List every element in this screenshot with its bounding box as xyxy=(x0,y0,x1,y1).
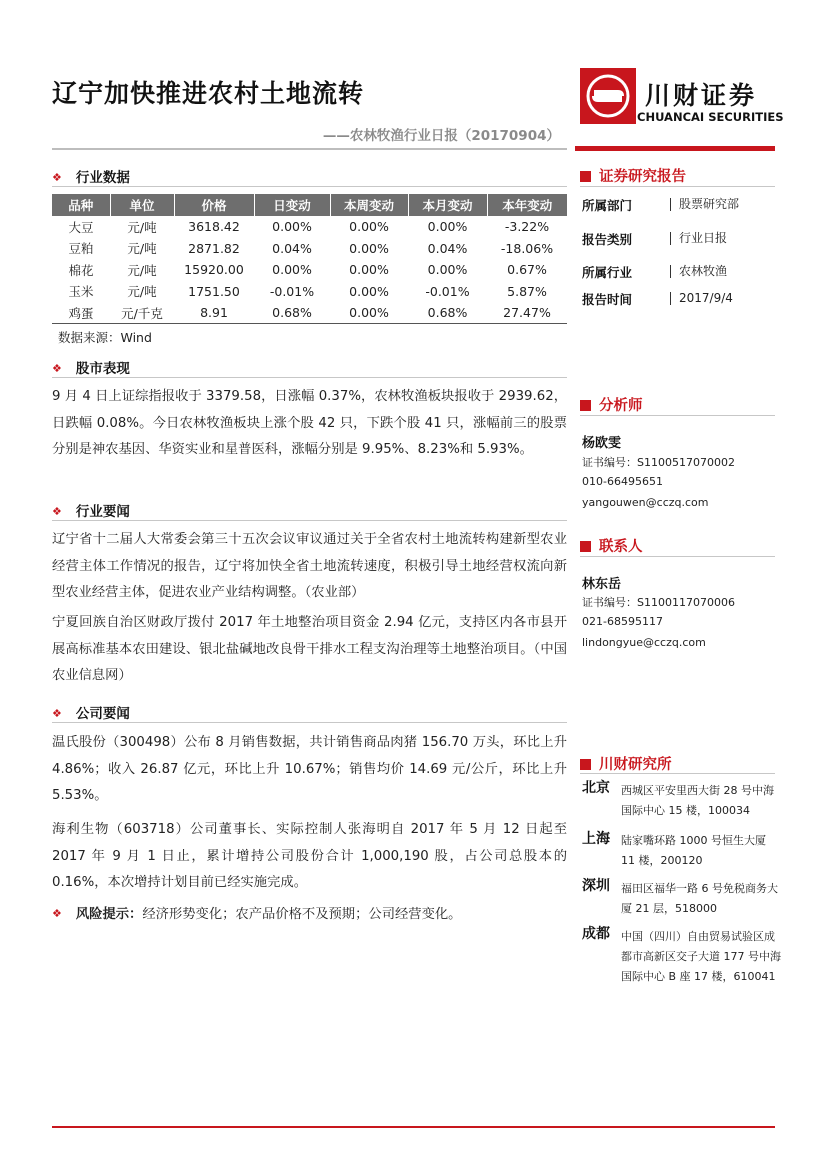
table-cell: 2871.82 xyxy=(188,240,240,256)
table-cell: 1751.50 xyxy=(188,283,240,299)
table-cell: 3618.42 xyxy=(188,219,240,235)
table-cell: 15920.00 xyxy=(184,262,244,278)
table-cell: 0.00% xyxy=(427,262,468,278)
square-bullet-icon xyxy=(580,759,591,770)
section-divider xyxy=(52,186,567,187)
company-name-cn: 川财证券 xyxy=(645,81,758,110)
office-city: 北京 xyxy=(582,780,610,796)
company-news-paragraph-1: 温氏股份（300498）公布 8 月销售数据，共计销售商品肉猪 156.70 万头，环比上升 4.86%；收入 26.87 亿元，环比上升 10.67%；销售均价 14.69 元/公斤，环比上升 5.53%。 xyxy=(52,735,567,803)
table-bottom-rule xyxy=(52,323,567,324)
data-source: 数据来源：Wind xyxy=(58,330,152,345)
sidebar-divider xyxy=(580,773,775,774)
table-cell: 元/千克 xyxy=(121,305,163,321)
table-cell: 元/吨 xyxy=(127,241,157,257)
table-cell: -0.01% xyxy=(425,283,470,299)
industry-news-paragraph-2: 宁夏回族自治区财政厅拨付 2017 年土地整治项目资金 2.94 亿元，支持区内各市县开展高标准基本农田建设、银北盐碱地改良骨干排水工程支沟治理等土地整治项目。（中国农业信息网） xyxy=(52,615,567,683)
column-header: 价格 xyxy=(174,194,254,216)
footer-rule xyxy=(52,1126,775,1128)
section-heading-industry-news: ❖ 行业要闻 xyxy=(52,504,130,520)
table-cell: 元/吨 xyxy=(127,219,157,235)
sidebar-heading-contact: 联系人 xyxy=(580,535,643,556)
info-value: 2017/9/4 xyxy=(670,292,733,305)
column-header: 日变动 xyxy=(254,194,330,216)
table-cell: 8.91 xyxy=(200,305,228,321)
analyst-email[interactable]: yangouwen@cczq.com xyxy=(582,496,709,509)
diamond-bullet-icon: ❖ xyxy=(52,171,62,184)
info-label: 报告时间 xyxy=(582,292,633,307)
column-header: 本月变动 xyxy=(408,194,487,216)
risk-text: 经济形势变化；农产品价格不及预期；公司经营变化。 xyxy=(142,907,462,922)
diamond-bullet-icon: ❖ xyxy=(52,362,62,375)
section-divider xyxy=(52,520,567,521)
market-paragraph: 9 月 4 日上证综指报收于 3379.58，日涨幅 0.37%，农林牧渔板块报收于 2939.62，日跌幅 0.08%。今日农林牧渔板块上涨个股 42 只，下跌个股 41 只，涨幅前三的股票分别是神农基因、华资实业和星普医科，涨幅分别是 9.95%、8.23%和 5.93%。 xyxy=(52,389,567,457)
table-row xyxy=(52,216,567,238)
office-city: 成都 xyxy=(582,926,610,942)
section-heading-market: ❖ 股市表现 xyxy=(52,361,130,377)
office-city: 深圳 xyxy=(582,878,610,894)
header-accent-rule xyxy=(575,146,775,151)
sidebar-heading-report: 证券研究报告 xyxy=(580,165,686,186)
column-header: 品种 xyxy=(52,194,110,216)
table-cell: 0.68% xyxy=(427,305,468,321)
office-address: 陆家嘴环路 1000 号恒生大厦 11 楼，200120 xyxy=(621,834,766,867)
table-cell: 元/吨 xyxy=(127,284,157,300)
office-address: 西城区平安里西大街 28 号中海国际中心 15 楼，100034 xyxy=(621,784,774,817)
contact-phone: 021-68595117 xyxy=(582,615,663,628)
table-cell: -0.01% xyxy=(269,283,315,299)
diamond-bullet-icon: ❖ xyxy=(52,907,62,920)
info-value: 农林牧渔 xyxy=(670,265,727,278)
contact-name: 林东岳 xyxy=(582,577,622,592)
table-cell: 棉花 xyxy=(68,262,94,278)
table-cell: 元/吨 xyxy=(127,262,157,278)
contact-cert: 证书编号：S1100117070006 xyxy=(582,596,735,609)
industry-news-paragraph-1: 辽宁省十二届人大常委会第三十五次会议审议通过关于全省农村土地流转构建新型农业经营主体工作情况的报告，辽宁将加快全省土地流转速度，积极引导土地经营权流向新型农业经营主体，促进农业产业结构调整。（农业部） xyxy=(52,532,567,600)
company-name-en: CHUANCAI SECURITIES xyxy=(637,110,784,124)
analyst-cert: 证书编号：S1100517070002 xyxy=(582,456,735,469)
table-cell: 0.00% xyxy=(349,262,389,278)
table-row xyxy=(52,281,567,303)
table-cell: 玉米 xyxy=(68,284,94,300)
info-value: 股票研究部 xyxy=(670,198,739,211)
table-cell: 0.00% xyxy=(349,283,389,299)
info-value: 行业日报 xyxy=(670,232,727,245)
column-header: 本周变动 xyxy=(330,194,408,216)
info-label: 所属部门 xyxy=(582,198,633,213)
section-heading-industry-data: ❖ 行业数据 xyxy=(52,170,130,186)
table-cell: 27.47% xyxy=(503,305,551,321)
office-city: 上海 xyxy=(582,831,610,847)
analyst-name: 杨欧雯 xyxy=(582,436,622,451)
table-cell: -3.22% xyxy=(504,219,550,235)
table-cell: 0.00% xyxy=(272,262,312,278)
table-cell: 0.00% xyxy=(272,219,312,235)
company-logo-icon xyxy=(580,68,636,124)
risk-warning xyxy=(52,903,461,922)
report-subtitle: ——农林牧渔行业日报（20170904） xyxy=(322,128,560,144)
table-cell: 0.04% xyxy=(272,240,312,256)
square-bullet-icon xyxy=(580,171,591,182)
sidebar-heading-institute: 川财研究所 xyxy=(580,753,672,774)
square-bullet-icon xyxy=(580,400,591,411)
report-title: 辽宁加快推进农村土地流转 xyxy=(52,79,365,108)
table-row xyxy=(52,259,567,281)
table-cell: 0.00% xyxy=(349,240,389,256)
column-header: 单位 xyxy=(110,194,174,216)
table-cell: 0.00% xyxy=(349,305,389,321)
info-label: 报告类别 xyxy=(582,232,633,247)
sidebar-divider xyxy=(580,415,775,416)
table-cell: 大豆 xyxy=(68,219,94,235)
column-header: 本年变动 xyxy=(487,194,567,216)
sidebar-divider xyxy=(580,186,775,187)
section-divider xyxy=(52,377,567,378)
diamond-bullet-icon: ❖ xyxy=(52,505,62,518)
office-address: 中国（四川）自由贸易试验区成都市高新区交子大道 177 号中海国际中心 B 座 17 楼，610041 xyxy=(621,930,781,983)
table-cell: 0.00% xyxy=(349,219,389,235)
risk-label: 风险提示： xyxy=(75,907,143,922)
table-cell: 0.68% xyxy=(272,305,312,321)
industry-data-table xyxy=(52,194,567,324)
table-cell: 0.04% xyxy=(427,240,468,256)
table-cell: -18.06% xyxy=(500,240,554,256)
section-divider xyxy=(52,722,567,723)
table-cell: 豆粕 xyxy=(68,241,94,257)
table-cell: 5.87% xyxy=(507,283,547,299)
office-address: 福田区福华一路 6 号免税商务大厦 21 层，518000 xyxy=(621,882,778,915)
info-label: 所属行业 xyxy=(582,265,633,280)
sidebar-divider xyxy=(580,556,775,557)
table-row xyxy=(52,302,567,324)
sidebar-heading-analyst: 分析师 xyxy=(580,394,643,415)
table-cell: 0.00% xyxy=(427,219,468,235)
square-bullet-icon xyxy=(580,541,591,552)
section-heading-company-news: ❖ 公司要闻 xyxy=(52,706,130,722)
company-news-paragraph-2: 海利生物（603718）公司董事长、实际控制人张海明自 2017 年 5 月 12 日起至 2017 年 9 月 1 日止，累计增持公司股份合计 1,000,190 股，占公司总股本的 0.16%，本次增持计划目前已经实施完成。 xyxy=(52,822,567,890)
contact-email[interactable]: lindongyue@cczq.com xyxy=(582,636,706,649)
table-row xyxy=(52,238,567,260)
diamond-bullet-icon: ❖ xyxy=(52,707,62,720)
table-cell: 鸡蛋 xyxy=(68,305,94,321)
header-rule xyxy=(52,148,567,150)
analyst-phone: 010-66495651 xyxy=(582,475,663,488)
table-header-row xyxy=(52,194,567,216)
table-cell: 0.67% xyxy=(507,262,547,278)
